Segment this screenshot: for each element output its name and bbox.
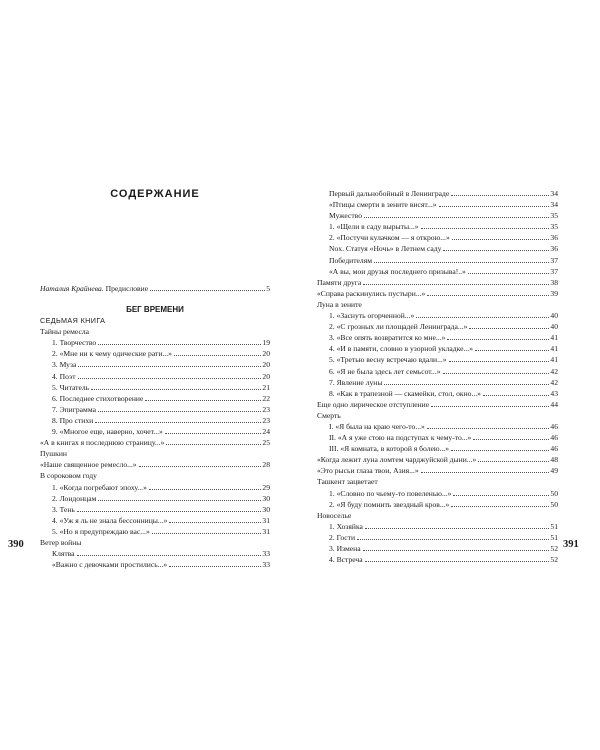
entry-page-number: 42 (550, 377, 558, 387)
entry-title: 8. Про стихи (52, 415, 94, 425)
toc-entry (317, 532, 558, 543)
toc-entry (317, 188, 558, 199)
dot-leader (483, 395, 549, 396)
entry-page-number: 20 (262, 371, 270, 381)
entry-page-number: 24 (262, 427, 270, 437)
entry-page-number: 46 (550, 444, 558, 454)
entry-page-number: 21 (262, 382, 270, 392)
entry-page-number: 20 (262, 360, 270, 370)
entry-title: I. «Я была на краю чего-то...» (329, 421, 425, 431)
entry-page-number: 30 (262, 493, 270, 503)
entry-page-number: 25 (262, 438, 270, 448)
entry-page-number: 48 (550, 455, 558, 465)
toc-entry (317, 243, 558, 254)
entry-title: «Это рысьи глаза твои, Азия...» (317, 466, 419, 476)
dot-leader (169, 566, 261, 567)
toc-entry (40, 515, 270, 526)
dot-leader (98, 500, 261, 501)
toc-entry (40, 359, 270, 370)
entry-title: 2. «Постучи кулачком — я открою...» (329, 233, 450, 243)
entry-title: Nox. Статуя «Ночь» в Летнем саду (329, 244, 442, 254)
group-heading: Ташкент зацветает (317, 477, 378, 487)
dot-leader (451, 195, 549, 196)
dot-leader (166, 444, 261, 445)
dot-leader (169, 522, 261, 523)
entry-page-number: 51 (550, 532, 558, 542)
dot-leader (77, 555, 262, 556)
entry-title: 2. Гости (329, 532, 356, 542)
dot-leader (443, 250, 549, 251)
dot-leader (78, 366, 261, 367)
toc-entry (317, 366, 558, 377)
entry-page-number: 50 (550, 499, 558, 509)
section-heading: БЕГ ВРЕМЕНИ (126, 305, 184, 315)
dot-leader (416, 317, 549, 318)
entry-title: «Наше священное ремесло...» (40, 460, 137, 470)
toc-entry (40, 437, 270, 448)
toc-entry (317, 288, 558, 299)
entry-title: 5. «Но я предупреждаю вас...» (52, 526, 150, 536)
dot-leader (449, 361, 550, 362)
entry-title: Памяти друга (317, 277, 362, 287)
toc-entry (317, 332, 558, 343)
entry-page-number: 37 (550, 266, 558, 276)
toc-entry (317, 388, 558, 399)
entry-title: Первый дальнобойный в Ленинграде (329, 189, 450, 198)
toc-entries-left (40, 283, 270, 570)
toc-entry (317, 443, 558, 454)
entry-title: 1. «Щели в саду вырыты...» (329, 222, 419, 232)
dot-leader (149, 489, 262, 490)
toc-entry (40, 526, 270, 537)
entry-page-number: 41 (550, 355, 558, 365)
entry-title: 6. Последнее стихотворение (52, 393, 144, 403)
toc-entry (317, 310, 558, 321)
dot-leader (365, 528, 550, 529)
entry-title: 5. «Третью весну встречаю вдали...» (329, 355, 447, 365)
group-heading: Тайны ремесла (40, 327, 90, 337)
entry-title: 8. «Как в трапезной — скамейки, стол, окно...» (329, 388, 481, 398)
dot-leader (365, 561, 550, 562)
dot-leader (174, 355, 262, 356)
dot-leader (78, 378, 262, 379)
dot-leader (468, 273, 550, 274)
dot-leader (475, 350, 549, 351)
dot-leader (478, 461, 549, 462)
entry-title: 1. «Словно по чьему-то повеленью...» (329, 488, 452, 498)
book-heading: СЕДЬМАЯ КНИГА (40, 316, 106, 326)
entry-title: «А в книгах я последнюю страницу...» (40, 438, 165, 448)
entry-title: «А вы, мои друзья последнего призыва!..» (329, 266, 466, 276)
entry-page-number: 19 (262, 338, 270, 348)
entry-title: 9. «Многое еще, наверно, хочет...» (52, 427, 163, 437)
entry-page-number: 34 (550, 200, 558, 210)
toc-entry (40, 459, 270, 470)
entry-page-number: 23 (262, 415, 270, 425)
entry-title: 3. Тень (52, 504, 75, 514)
page-number-left: 390 (8, 539, 24, 550)
entry-page-number: 29 (262, 482, 270, 492)
entry-title: 4. «Уж я ль не знала бессонницы...» (52, 515, 168, 525)
entry-page-number: 22 (262, 393, 270, 403)
toc-entry (317, 199, 558, 210)
toc-entry (40, 393, 270, 404)
toc-entry (317, 399, 558, 410)
entry-title: 1. «Заснуть огорченной...» (329, 311, 415, 321)
toc-entry (317, 266, 558, 277)
group-heading: В сороковом году (40, 471, 97, 481)
entry-title: 4. Поэт (52, 371, 76, 381)
toc-entry (317, 499, 558, 510)
dot-leader (473, 439, 549, 440)
toc-entry (40, 493, 270, 504)
entry-page-number: 42 (550, 366, 558, 376)
right-page (317, 0, 558, 750)
entry-title: III. «Я комната, в которой я болею...» (329, 444, 450, 454)
dot-leader (374, 262, 549, 263)
entry-page-number: 20 (262, 349, 270, 359)
dot-leader (145, 400, 261, 401)
toc-entry (317, 465, 558, 476)
entry-page-number: 44 (550, 399, 558, 409)
dot-leader (363, 550, 550, 551)
toc-entry (317, 255, 558, 266)
entry-title: Еще одно лирическое отступление (317, 399, 430, 409)
entry-page-number: 39 (550, 288, 558, 298)
entry-title: 3. «Все опять возвратится ко мне...» (329, 333, 446, 343)
entry-title: 2. «Мне ни к чему одические рати...» (52, 349, 172, 359)
entry-page-number: 31 (262, 526, 270, 536)
group-heading: Луна в зените (317, 299, 362, 309)
dot-leader (98, 344, 261, 345)
toc-entry (317, 221, 558, 232)
toc-entry (317, 343, 558, 354)
entry-page-number: 31 (262, 515, 270, 525)
dot-leader (421, 472, 550, 473)
toc-entry (40, 382, 270, 393)
dot-leader (451, 506, 549, 507)
toc-entry (317, 521, 558, 532)
dot-leader (357, 539, 549, 540)
entry-title: «Справа раскинулись пустыри...» (317, 288, 426, 298)
toc-entry (40, 404, 270, 415)
preface-page: 5 (266, 284, 270, 293)
toc-title: СОДЕРЖАНИЕ (110, 188, 200, 200)
toc-entry (317, 377, 558, 388)
preface-text: Предисловие (105, 284, 149, 293)
entry-title: 2. «Я буду помнить звездный кров...» (329, 499, 450, 509)
dot-leader (364, 217, 549, 218)
dot-leader (139, 466, 262, 467)
entry-page-number: 33 (262, 560, 270, 570)
entry-title: «Когда лежит луна ломтем чарджуйской дыни...» (317, 455, 477, 465)
dot-leader (447, 339, 549, 340)
preface-entry (40, 283, 270, 294)
entry-page-number: 23 (262, 404, 270, 414)
toc-entry (317, 421, 558, 432)
dot-leader (98, 411, 261, 412)
entry-page-number: 40 (550, 322, 558, 332)
entry-title: 3. Измена (329, 544, 361, 553)
entry-page-number: 41 (550, 333, 558, 343)
entry-page-number: 36 (550, 244, 558, 254)
dot-leader (77, 511, 262, 512)
entry-title: 5. Читатель (52, 382, 90, 392)
group-heading: Смерть (317, 410, 341, 420)
entry-page-number: 37 (550, 255, 558, 265)
entry-title: «Важно с девочками простились...» (52, 560, 168, 570)
entry-page-number: 35 (550, 222, 558, 232)
page-number-right: 391 (563, 539, 579, 550)
toc-entry (40, 348, 270, 359)
toc-entry (317, 232, 558, 243)
preface-author: Наталия Крайнева. (40, 284, 104, 293)
toc-entry (317, 488, 558, 499)
left-page (40, 0, 270, 750)
dot-leader (421, 228, 550, 229)
entry-page-number: 43 (550, 388, 558, 398)
dot-leader (451, 450, 549, 451)
entry-title: Клятва (52, 549, 75, 559)
group-heading: Пушкин (40, 449, 67, 459)
entry-page-number: 30 (262, 504, 270, 514)
entry-page-number: 52 (550, 544, 558, 553)
entry-title: 2. Лондонцам (52, 493, 97, 503)
entry-title: 2. «С грозных ли площадей Ленинграда...» (329, 322, 468, 332)
dot-leader (453, 495, 549, 496)
dot-leader (439, 206, 550, 207)
entry-page-number: 50 (550, 488, 558, 498)
toc-entry (317, 432, 558, 443)
toc-entry (317, 354, 558, 365)
entry-title: 1. «Когда погребают эпоху...» (52, 482, 147, 492)
dot-leader (427, 295, 549, 296)
entry-page-number: 49 (550, 466, 558, 476)
dot-leader (363, 284, 549, 285)
entry-page-number: 46 (550, 421, 558, 431)
toc-entry (317, 454, 558, 465)
entry-page-number: 33 (262, 549, 270, 559)
entry-page-number: 51 (550, 521, 558, 531)
entry-page-number: 34 (550, 189, 558, 198)
group-heading: Новоселье (317, 510, 352, 520)
toc-entry (40, 548, 270, 559)
toc-entry (40, 482, 270, 493)
entry-title: 1. Творчество (52, 338, 97, 348)
toc-entry (40, 371, 270, 382)
toc-entry (40, 504, 270, 515)
entry-title: 4. Встреча (329, 555, 363, 565)
dot-leader (427, 428, 550, 429)
entry-page-number: 38 (550, 277, 558, 287)
entry-title: «Птицы смерти в зените висят...» (329, 200, 437, 210)
dot-leader (443, 373, 550, 374)
toc-entries-right (317, 188, 558, 565)
dot-leader (469, 328, 549, 329)
entry-title: 7. Явление луны (329, 377, 383, 387)
entry-title: II. «А я уже стою на подступах к чему-то...» (329, 433, 472, 443)
entry-title: Победителям (329, 255, 373, 265)
entry-title: 4. «И в памяти, словно в узорной укладке...» (329, 344, 473, 354)
toc-entry (40, 415, 270, 426)
entry-page-number: 36 (550, 233, 558, 243)
toc-entry (317, 277, 558, 288)
dot-leader (150, 290, 265, 291)
entry-page-number: 52 (550, 555, 558, 565)
toc-entry (317, 321, 558, 332)
entry-title: 7. Эпиграмма (52, 404, 96, 414)
entry-page-number: 28 (262, 460, 270, 470)
entry-page-number: 46 (550, 433, 558, 443)
toc-entry (317, 210, 558, 221)
entry-title: Мужество (329, 211, 362, 221)
toc-entry (317, 543, 558, 554)
dot-leader (452, 239, 550, 240)
group-heading: Ветер войны (40, 537, 82, 547)
dot-leader (384, 384, 549, 385)
toc-entry (317, 554, 558, 565)
toc-entry (40, 426, 270, 437)
dot-leader (95, 422, 261, 423)
entry-page-number: 41 (550, 344, 558, 354)
dot-leader (91, 389, 261, 390)
entry-title: 6. «Я не была здесь лет семьсот...» (329, 366, 441, 376)
entry-title: 3. Муза (52, 360, 77, 370)
entry-title: 1. Хозяйка (329, 521, 363, 531)
toc-entry (40, 559, 270, 570)
dot-leader (431, 406, 549, 407)
dot-leader (165, 433, 262, 434)
dot-leader (152, 533, 262, 534)
entry-page-number: 40 (550, 311, 558, 321)
toc-entry (40, 337, 270, 348)
entry-page-number: 35 (550, 211, 558, 221)
